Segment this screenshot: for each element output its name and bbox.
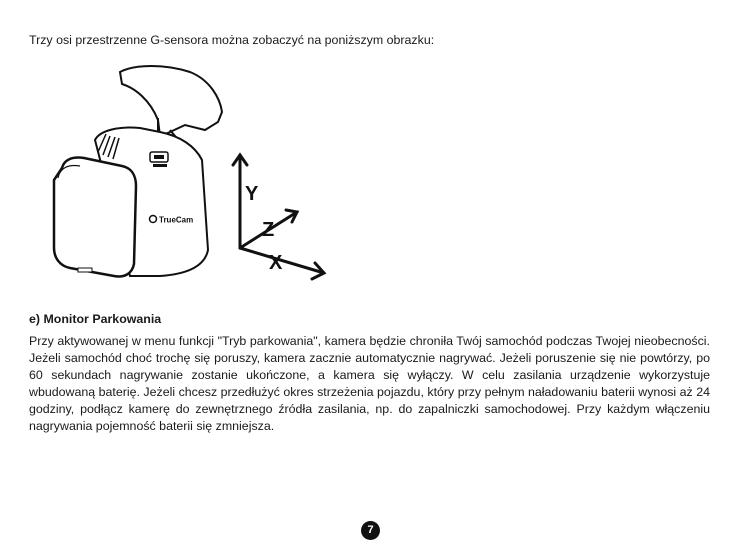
camera-mount <box>120 66 222 136</box>
axis-y-label: Y <box>245 183 259 205</box>
brand-label: TrueCam <box>159 215 194 225</box>
page-number: 7 <box>361 521 380 540</box>
axis-x-label: X <box>269 252 283 274</box>
section-paragraph: Przy aktywowanej w menu funkcji "Tryb parkowania", kamera będzie chroniła Twój samochód podczas Twojej nieobecności. Jeżeli samochód choć trochę się poruszy, kamera zacznie automatycznie nagrywać. Jeżeli poruszenie się nie powtórzy, po 60 sekundach nagrywanie zostanie ukończone, a kamera się wyłączy. W celu zasilania urządzenie wykorzystuje wbudowaną baterię. Jeżeli chcesz przedłużyć okres strzeżenia pojazdu, który przy pełnym naładowaniu baterii wynosi aż 24 godziny, podłącz kamerę do zewnętrznego źródła zasilania, np. do zapalniczki samochodowej. Przy każdym włączeniu nagrywania pojemność baterii się zmniejsza. <box>29 334 710 434</box>
section-heading: e) Monitor Parkowania <box>29 312 162 326</box>
axis-z-label: Z <box>262 219 275 241</box>
intro-text: Trzy osi przestrzenne G-sensora można zobaczyć na poniższym obrazku: <box>29 33 435 47</box>
gsensor-figure <box>40 60 340 290</box>
camera-front <box>54 157 136 276</box>
